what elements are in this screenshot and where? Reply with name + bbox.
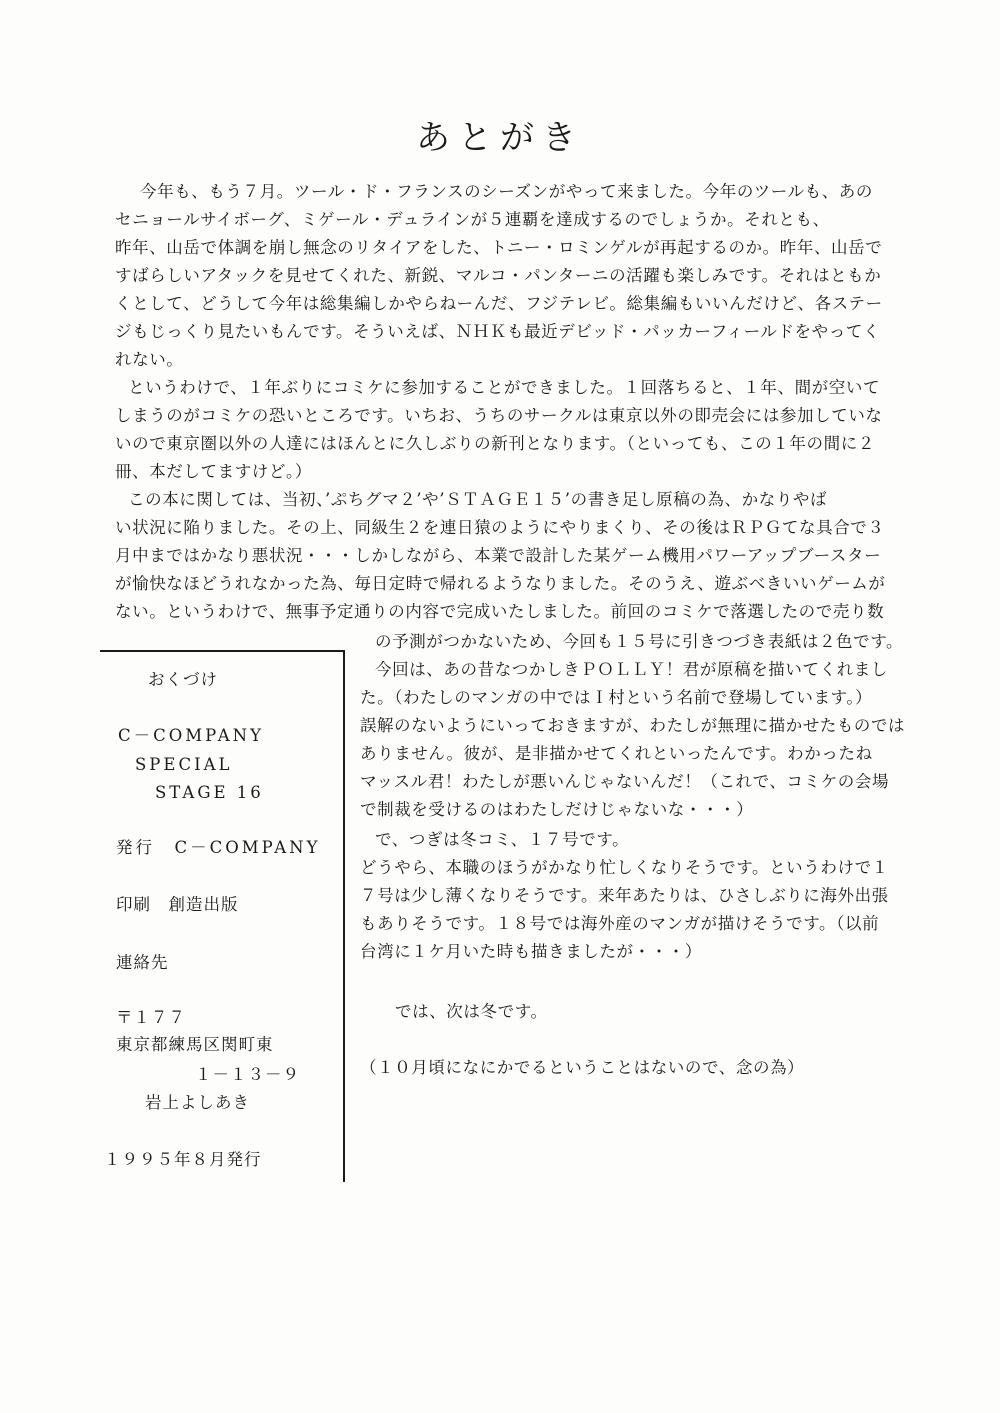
colophon-title-line3: STAGE 16 [155,783,264,802]
body-line: というわけで、１年ぶりにコミケに参加することができました。１回落ちると、１年、間が空いて [128,378,881,397]
body-line: い状況に陥りました。その上、同級生２を連日猿のようにやりまくり、その後はＲＰＧてな具合で３ [115,518,885,537]
colophon-name: 岩上よしあき [145,1093,250,1112]
body-line: マッスル君！わたしが悪いんじゃないんだ！（これで、コミケの会場 [360,772,890,791]
body-line: この本に関しては、当初、’ぷちグマ２’や’ＳＴＡＧＥ１５’の書き足し原稿の為、かなりやば [128,490,828,509]
body-line: で、つぎは冬コミ、１７号です。 [375,830,630,849]
body-line: 冊、本だしてますけど。） [115,462,312,481]
body-line: くとして、どうして今年は総集編しかやらねーんだ、フジテレビ。総集編もいいんだけど、各ステー [115,294,883,313]
body-line: ありません。彼が、是非描かせてくれといったんです。わかったね [360,744,873,763]
body-line: もありそうです。１８号では海外産のマンガが描けそうです。（以前 [360,914,880,933]
colophon-title-line2: SPECIAL [135,755,233,774]
colophon-contact-label: 連絡先 [116,953,169,972]
body-line: セニョールサイボーグ、ミゲール・デュラインが５連覇を達成するのでしょうか。それとも、 [115,210,830,229]
body-line: 月中まではかなり悪状況・・・しかしながら、本業で設計した某ゲーム機用パワーアップブースター [115,546,882,565]
body-line: 今回は、あの昔なつかしきＰＯＬＬＹ！君が原稿を描いてくれまし [375,660,888,679]
colophon-publisher: 発行 C－COMPANY [116,838,321,857]
body-line: しまうのがコミケの恐いところです。いちお、うちのサークルは東京以外の即売会には参加していな [115,406,883,425]
body-line: ７号は少し薄くなりそうです。来年あたりは、ひさしぶりに海外出張 [360,886,889,905]
colophon-printer: 印刷 創造出版 [116,895,239,914]
colophon-address-line2: １－１３－９ [195,1065,300,1084]
body-line: ジもじっくり見たいもんです。そういえば、ＮＨＫも最近デビッド・パッカーフィールドをやってく [115,322,881,341]
colophon-postal-code: 〒１７７ [116,1008,186,1027]
body-line: すばらしいアタックを見せてくれた、新鋭、マルコ・パンターニの活躍も楽しみです。それはともか [115,266,882,285]
body-line: が愉快なほどうれなかった為、毎日定時で帰れるようなりました。そのうえ、遊ぶべきいいゲームが [115,574,886,593]
colophon-heading: おくづけ [148,670,218,689]
colophon-title-line1: C－COMPANY [118,726,265,745]
body-line: 台湾に１ケ月いた時も描きましたが・・・） [360,942,702,961]
body-line: どうやら、本職のほうがかなり忙しくなりそうです。というわけで１ [360,858,889,877]
body-line: の予測がつかないため、今回も１５号に引きつづき表紙は２色です。 [375,632,904,651]
body-line: で制裁を受けるのはわたしだけじゃないな・・・） [360,800,754,819]
body-line: ない。というわけで、無事予定通りの内容で完成いたしました。前回のコミケで落選したので売り数 [115,602,885,621]
body-line: 今年も、もう７月。ツール・ド・フランスのシーズンがやって来ました。今年のツールも、あの [140,182,873,201]
body-line: 誤解のないようにいっておきますが、わたしが無理に描かせたものでは [360,716,906,735]
page-title: あとがき [416,118,584,158]
body-line: 昨年、山岳で体調を崩し無念のリタイアをした、トニー・ロミンゲルが再起するのか。昨年、山岳で [115,238,883,257]
colophon-date: １９９５年８月発行 [104,1150,262,1169]
body-line: では、次は冬です。 [395,1002,548,1021]
body-line: （１０月頃になにかでるということはないので、念の為） [360,1058,805,1077]
body-line: いので東京圏以外の人達にはほんとに久しぶりの新刊となります。（といっても、この１年の間に２ [115,434,875,453]
colophon-address-line1: 東京都練馬区関町東 [116,1035,274,1054]
body-line: た。（わたしのマンガの中ではＩ村という名前で登場しています。） [360,688,873,707]
body-line: れない。 [115,350,184,369]
